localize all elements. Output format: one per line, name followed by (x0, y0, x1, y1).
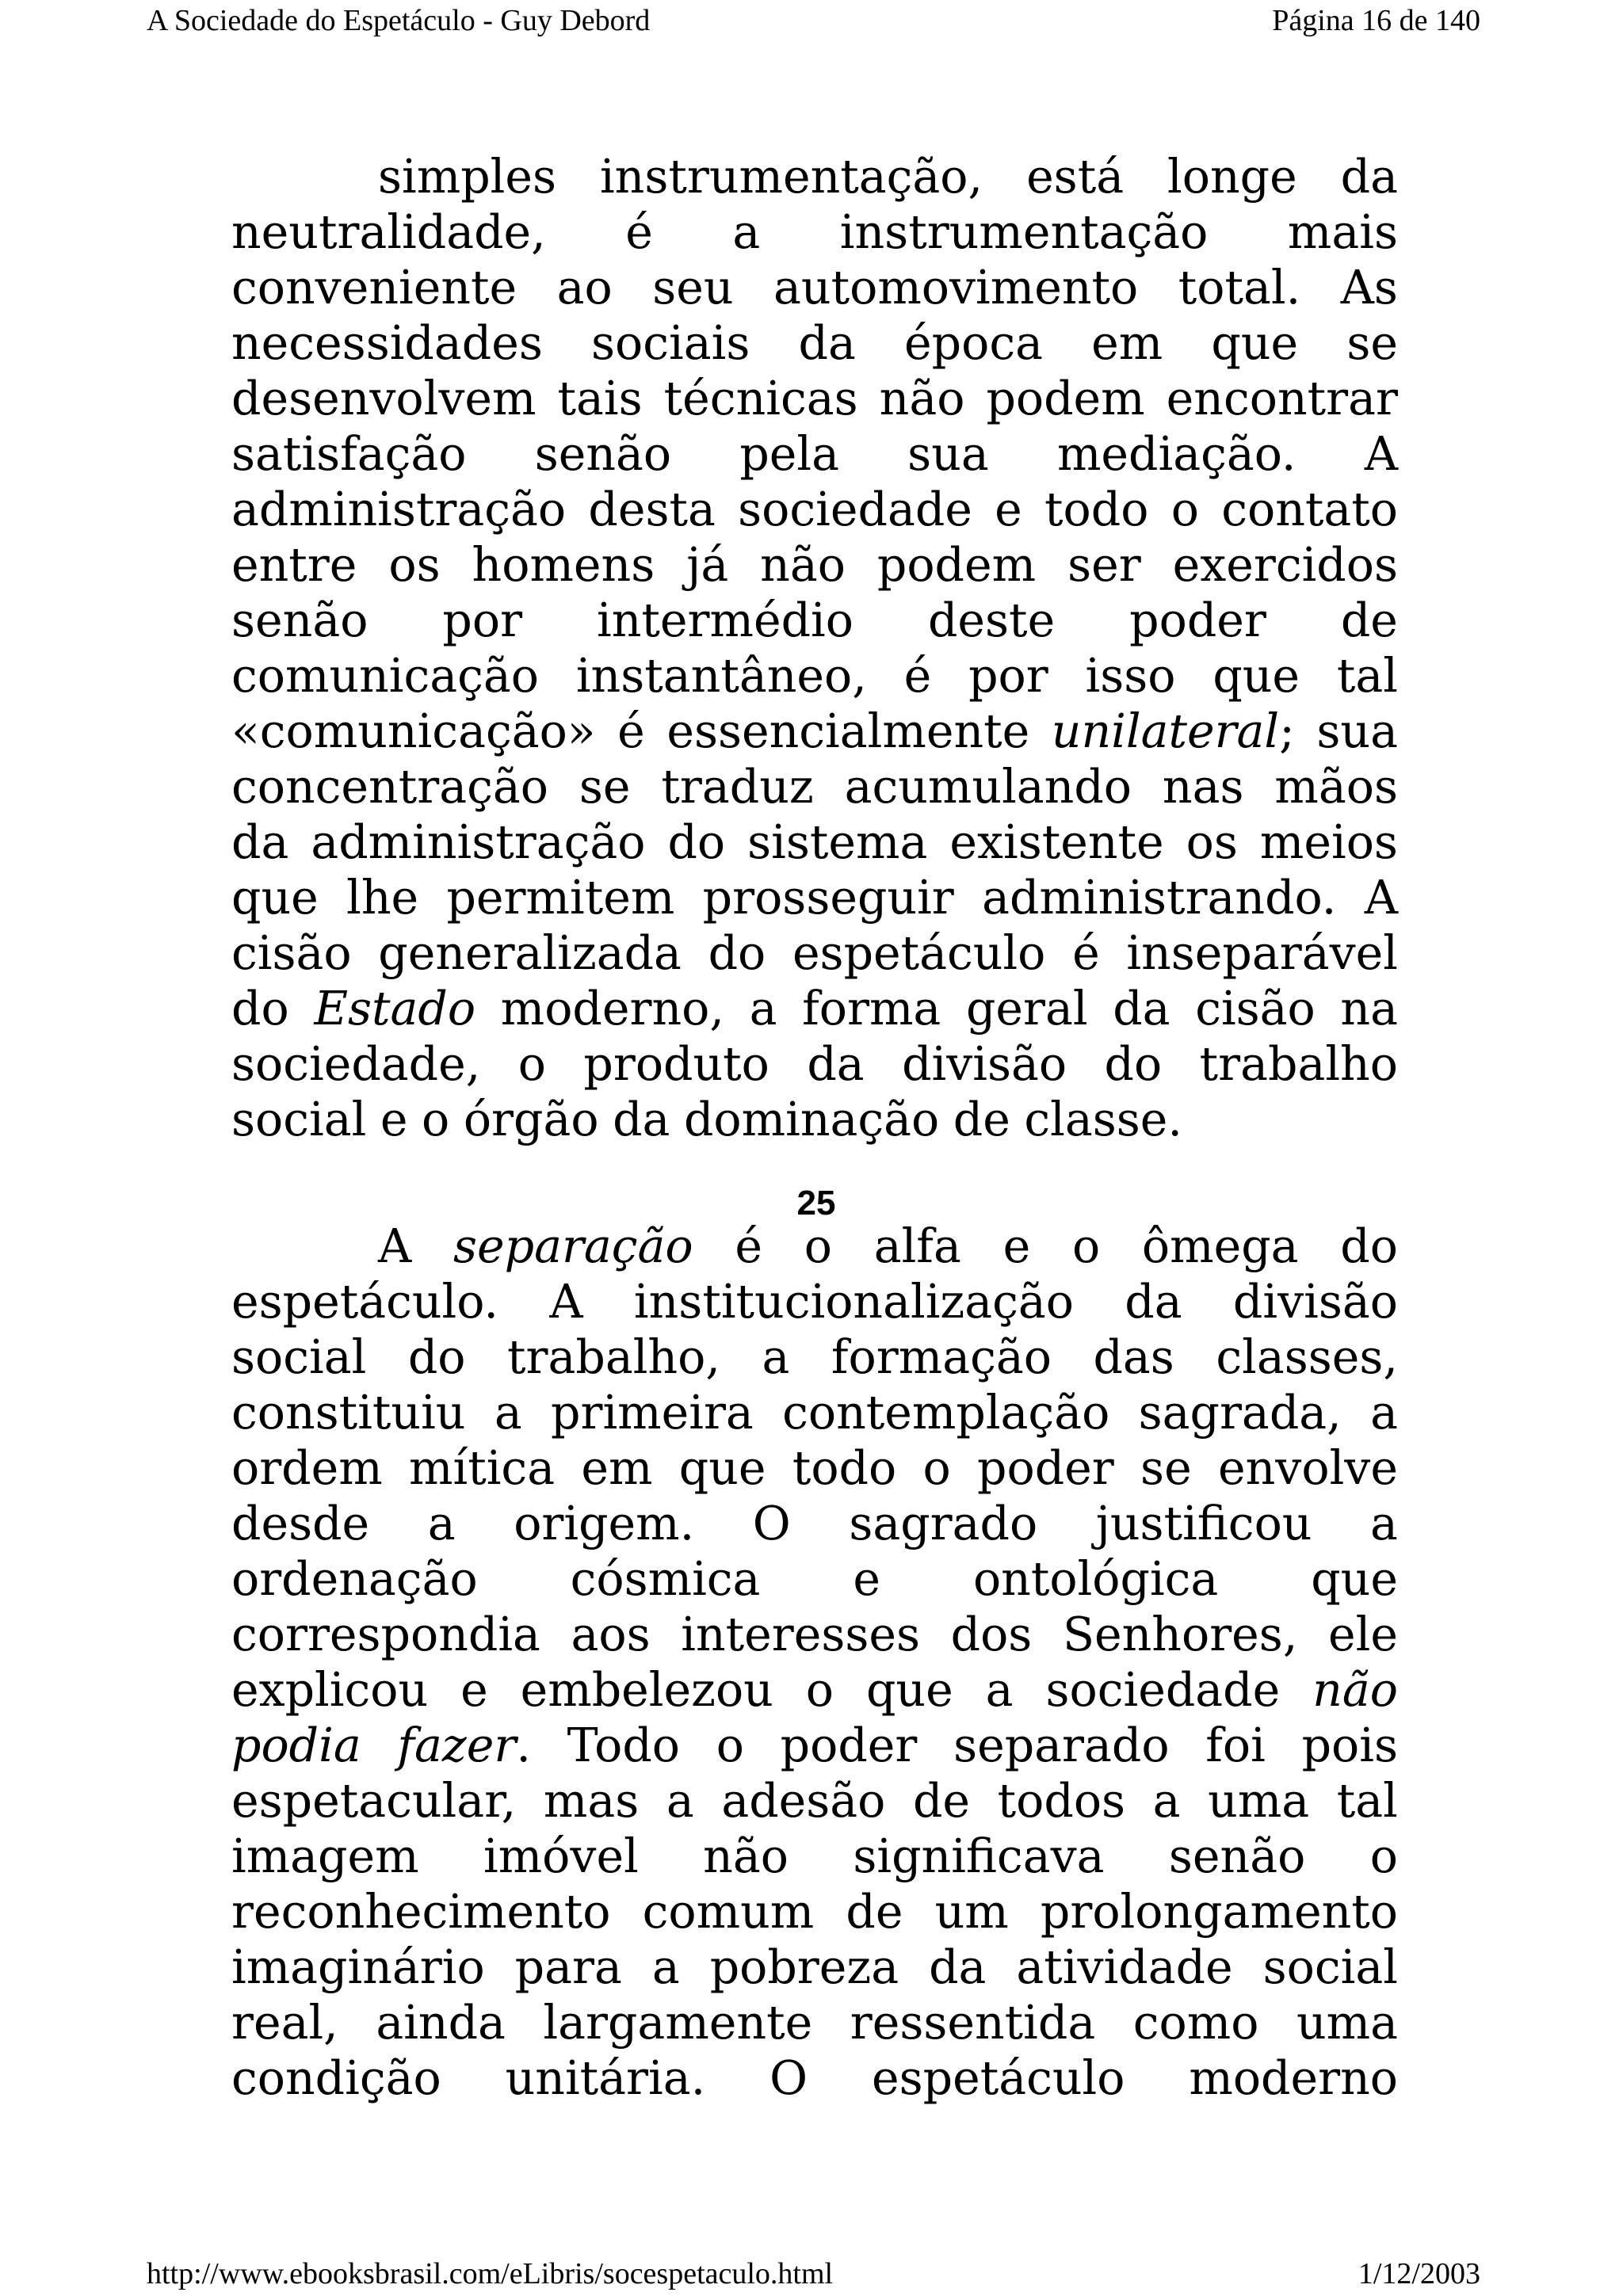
text-line (231, 537, 1398, 593)
word: ser (1067, 538, 1141, 592)
word: sociedade (738, 482, 972, 536)
word: formação (831, 1330, 1052, 1384)
emphasized-word: unilateral; (1051, 704, 1295, 758)
text-line (231, 371, 1398, 426)
word: que (678, 1441, 766, 1495)
word: sociedade, (231, 1037, 481, 1091)
word: trabalho, (507, 1330, 720, 1384)
word: sagrado (849, 1497, 1038, 1550)
word: ele (1328, 1608, 1398, 1661)
word: o (517, 1037, 546, 1091)
word: a (494, 1386, 522, 1440)
page-footer (147, 2256, 1480, 2291)
word: traduz (661, 760, 814, 814)
word: que (1212, 649, 1300, 703)
word: por (968, 649, 1048, 703)
word: não (703, 1829, 789, 1883)
text-line (231, 1274, 1398, 1329)
emphasized-word: Estado (314, 982, 476, 1035)
text-line (231, 759, 1398, 814)
word: largamente (543, 1996, 813, 2050)
word: se (1346, 316, 1398, 370)
word: desde (231, 1497, 370, 1550)
word: divisão (902, 1037, 1067, 1091)
word: não (879, 372, 965, 425)
word: ômega (1141, 1219, 1299, 1273)
word: do (708, 926, 766, 980)
word: contato (1221, 482, 1398, 536)
word: origem. (514, 1497, 695, 1550)
word: a (762, 1330, 790, 1384)
word: aos (571, 1608, 651, 1661)
word: o (922, 1441, 951, 1495)
text-line (231, 648, 1398, 704)
word: e (1002, 1219, 1031, 1273)
word: A (1364, 427, 1398, 481)
word: necessidades (231, 316, 543, 370)
word: da (798, 316, 856, 370)
text-line (231, 149, 1398, 204)
word: do (407, 1330, 466, 1384)
word: existente (949, 815, 1164, 869)
word: todo (792, 1441, 897, 1495)
paragraph-continuation (231, 149, 1398, 1147)
word: época (904, 316, 1043, 370)
word: um (934, 1885, 1009, 1939)
word: o (1071, 1219, 1101, 1273)
text-line (231, 482, 1398, 537)
text-line (231, 1440, 1398, 1496)
word: de (912, 1774, 971, 1828)
word: A (378, 1219, 412, 1273)
word: mãos (1274, 760, 1398, 814)
text-line (231, 1551, 1398, 1607)
text-line (231, 1092, 1398, 1147)
word: comunicação (231, 649, 540, 703)
word: unitária. (505, 2051, 706, 2105)
word: administrando. (982, 871, 1337, 925)
word: alfa (873, 1219, 961, 1273)
text-line (231, 1329, 1398, 1385)
document-title: A Sociedade do Espetáculo - Guy Debord (147, 4, 651, 37)
text-line (231, 1036, 1398, 1092)
word: e (460, 1663, 488, 1717)
word: sociedade (1045, 1663, 1281, 1717)
word: significava (853, 1829, 1105, 1883)
emphasized-word: não (1312, 1663, 1398, 1717)
word: imóvel (483, 1829, 639, 1883)
word: mais (1287, 205, 1398, 259)
word: do (667, 815, 726, 869)
word: cisão (1195, 982, 1316, 1035)
word: dominação (683, 1093, 940, 1146)
word: o (1369, 1829, 1398, 1883)
emphasized-word: separação (453, 1219, 693, 1273)
word: ordem (231, 1441, 383, 1495)
word: tal (1336, 649, 1398, 703)
word: nas (1162, 760, 1244, 814)
word: imaginário (231, 1940, 485, 1994)
word: todos (997, 1774, 1126, 1828)
word: pela (739, 427, 839, 481)
word: das (1093, 1330, 1174, 1384)
word: explicou (231, 1663, 429, 1717)
text-line (231, 1219, 1398, 1274)
word: ainda (376, 1996, 506, 2050)
word: o (804, 1219, 832, 1273)
emphasized-word: fazer. (397, 1718, 531, 1772)
word: social (231, 1330, 367, 1384)
word: da (613, 1093, 670, 1146)
word: moderno, (500, 982, 724, 1035)
text-line (231, 704, 1398, 759)
text-line (231, 981, 1398, 1036)
text-line (231, 2050, 1398, 2106)
word: sua (1316, 704, 1398, 758)
word: divisão (1232, 1275, 1398, 1329)
word: O (769, 2051, 808, 2105)
text-line (231, 1385, 1398, 1440)
word: o (422, 1093, 450, 1146)
word: espetáculo (792, 926, 1046, 980)
word: senão (1168, 1829, 1306, 1883)
word: e (380, 1093, 408, 1146)
text-line (231, 593, 1398, 648)
word: reconhecimento (231, 1885, 611, 1939)
word: homens (472, 538, 655, 592)
word: como (1132, 1996, 1259, 2050)
word: sagrada, (1138, 1386, 1342, 1440)
word: não (760, 538, 846, 592)
word: de (953, 1093, 1010, 1146)
word: embelezou (520, 1663, 773, 1717)
word: mítica (409, 1441, 556, 1495)
word: pois (1301, 1718, 1398, 1772)
word: total. (1178, 261, 1301, 315)
word: tal (1336, 1774, 1398, 1828)
word: já (686, 538, 729, 592)
word: Senhores, (1062, 1608, 1298, 1661)
word: é (735, 1219, 763, 1273)
word: de (1340, 593, 1398, 647)
word: pobreza (709, 1940, 899, 1994)
word: envolve (1218, 1441, 1398, 1495)
paragraph-section-25 (231, 1219, 1398, 2106)
word: intermédio (597, 593, 854, 647)
word: essencialmente (666, 704, 1030, 758)
word: órgão (463, 1093, 599, 1146)
word: espetacular, (231, 1774, 517, 1828)
word: é (1072, 926, 1100, 980)
word: desta (588, 482, 716, 536)
word: Todo (567, 1718, 681, 1772)
word: do (1104, 1037, 1163, 1091)
word: o (1170, 482, 1199, 536)
word: correspondia (231, 1608, 540, 1661)
text-line (231, 204, 1398, 260)
word: instrumentação (839, 205, 1209, 259)
word: e (995, 482, 1022, 536)
word: de (846, 1885, 903, 1939)
word: seu (652, 261, 734, 315)
word: separado (953, 1718, 1170, 1772)
word: mediação. (1056, 427, 1296, 481)
word: poder (1129, 593, 1266, 647)
word: os (1186, 815, 1238, 869)
word: O (752, 1497, 791, 1550)
word: a (732, 205, 761, 259)
word: «comunicação» (231, 704, 596, 758)
text-line (231, 870, 1398, 925)
word: a (666, 1774, 694, 1828)
word: moderno (1189, 2051, 1398, 2105)
word: da (1113, 982, 1170, 1035)
text-line (231, 1662, 1398, 1718)
word: encontrar (1166, 372, 1398, 425)
word: instrumentação, (599, 150, 983, 204)
word: o (716, 1718, 744, 1772)
word: adesão (721, 1774, 886, 1828)
punctuation: ; (1279, 704, 1295, 758)
word: simples (378, 150, 557, 204)
word: da (929, 1940, 987, 1994)
word: que (1211, 316, 1299, 370)
word: conveniente (231, 261, 517, 315)
word: os (388, 538, 441, 592)
word: primeira (551, 1386, 754, 1440)
word: meios (1259, 815, 1398, 869)
word: que (231, 871, 319, 925)
word: da (231, 815, 289, 869)
word: longe (1167, 150, 1297, 204)
word: a (985, 1663, 1014, 1717)
text-line (231, 1829, 1398, 1884)
word: foi (1205, 1718, 1266, 1772)
word: do (1340, 1219, 1398, 1273)
word: condição (231, 2051, 441, 2105)
word: podem (986, 372, 1145, 425)
text-line (231, 1884, 1398, 1939)
word: inseparável (1126, 926, 1398, 980)
word: técnicas (663, 372, 858, 425)
word: cósmica (570, 1552, 761, 1606)
word: é (617, 704, 645, 758)
word: da (1340, 150, 1398, 204)
word: interesses (681, 1608, 921, 1661)
word: exercidos (1172, 538, 1398, 592)
punctuation: . (516, 1718, 531, 1772)
word: As (1340, 261, 1398, 315)
word: A (549, 1275, 583, 1329)
word: automovimento (773, 261, 1139, 315)
word: imagem (231, 1829, 419, 1883)
text-line (231, 1496, 1398, 1551)
word: para (514, 1940, 622, 1994)
word: se (579, 760, 631, 814)
word: uma (1296, 1996, 1398, 2050)
word: constituiu (231, 1386, 466, 1440)
word: do (231, 982, 289, 1035)
word: a (427, 1497, 456, 1550)
word: generalizada (378, 926, 682, 980)
section-number: 25 (796, 1184, 836, 1222)
text-line (231, 814, 1398, 870)
word: uma (1208, 1774, 1310, 1828)
text-line (231, 1939, 1398, 1995)
text-line (231, 315, 1398, 371)
word: satisfação (231, 427, 467, 481)
word: neutralidade, (231, 205, 546, 259)
word: cisão (231, 926, 352, 980)
word: entre (231, 538, 357, 592)
page-indicator: Página 16 de 140 (1272, 4, 1480, 37)
word: administração (231, 482, 567, 536)
page-header (147, 3, 1480, 38)
word: institucionalização (633, 1275, 1074, 1329)
word: podem (876, 538, 1037, 592)
word: sua (907, 427, 989, 481)
word: que (1311, 1552, 1398, 1606)
word: prolongamento (1040, 1885, 1398, 1939)
word: a (651, 1940, 680, 1994)
word: acumulando (844, 760, 1132, 814)
word: e (853, 1552, 880, 1606)
word: atividade (1016, 1940, 1233, 1994)
text-line (231, 426, 1398, 482)
word: trabalho (1199, 1037, 1398, 1091)
word: é (903, 649, 932, 703)
word: a (1370, 1497, 1398, 1550)
word: da (807, 1037, 865, 1091)
word: sociais (591, 316, 750, 370)
word: justificou (1095, 1497, 1312, 1550)
word: administração (311, 815, 646, 869)
print-date: 1/12/2003 (1358, 2257, 1480, 2290)
emphasized-word: podia (231, 1718, 361, 1772)
word: prosseguir (702, 871, 954, 925)
word: por (442, 593, 523, 647)
word: que (865, 1663, 953, 1717)
word: a (1152, 1774, 1181, 1828)
word: ressentida (850, 1996, 1096, 2050)
word: forma (802, 982, 941, 1035)
word: senão (231, 593, 369, 647)
text-line (231, 260, 1398, 315)
word: tais (557, 372, 643, 425)
word: produto (583, 1037, 769, 1091)
word: é (625, 205, 653, 259)
word: social (1262, 1940, 1398, 1994)
text-line (231, 1607, 1398, 1662)
word: classes, (1216, 1330, 1398, 1384)
word: da (1125, 1275, 1182, 1329)
text-line (231, 1773, 1398, 1829)
word: a (749, 982, 777, 1035)
word: em (1091, 316, 1163, 370)
word: espetáculo (871, 2051, 1125, 2105)
word: está (1026, 150, 1125, 204)
word: permitem (446, 871, 675, 925)
word: espetáculo. (231, 1275, 499, 1329)
word: se (1140, 1441, 1192, 1495)
word: senão (534, 427, 672, 481)
word: geral (965, 982, 1088, 1035)
word: sistema (747, 815, 928, 869)
word: comum (642, 1885, 815, 1939)
word: real, (231, 1996, 338, 2050)
word: ontológica (972, 1552, 1219, 1606)
word: social (231, 1093, 367, 1146)
word: isso (1085, 649, 1176, 703)
text-line (231, 925, 1398, 981)
word: poder (780, 1718, 918, 1772)
word: lhe (346, 871, 419, 925)
word: A (1364, 871, 1398, 925)
text-line (231, 1718, 1398, 1773)
source-url: http://www.ebooksbrasil.com/eLibris/socespetaculo.html (147, 2257, 834, 2290)
word: mas (543, 1774, 640, 1828)
word: ao (556, 261, 613, 315)
word: deste (927, 593, 1056, 647)
word: a (1370, 1386, 1398, 1440)
word: o (805, 1663, 834, 1717)
word: concentração (231, 760, 548, 814)
word: todo (1044, 482, 1149, 536)
word: ordenação (231, 1552, 478, 1606)
word: instantâneo, (575, 649, 867, 703)
word: em (581, 1441, 653, 1495)
word: dos (950, 1608, 1033, 1661)
word: poder (977, 1441, 1114, 1495)
word: desenvolvem (231, 372, 537, 425)
text-line (231, 1995, 1398, 2050)
word: na (1340, 982, 1398, 1035)
word: contemplação (782, 1386, 1110, 1440)
word: classe. (1024, 1093, 1183, 1146)
